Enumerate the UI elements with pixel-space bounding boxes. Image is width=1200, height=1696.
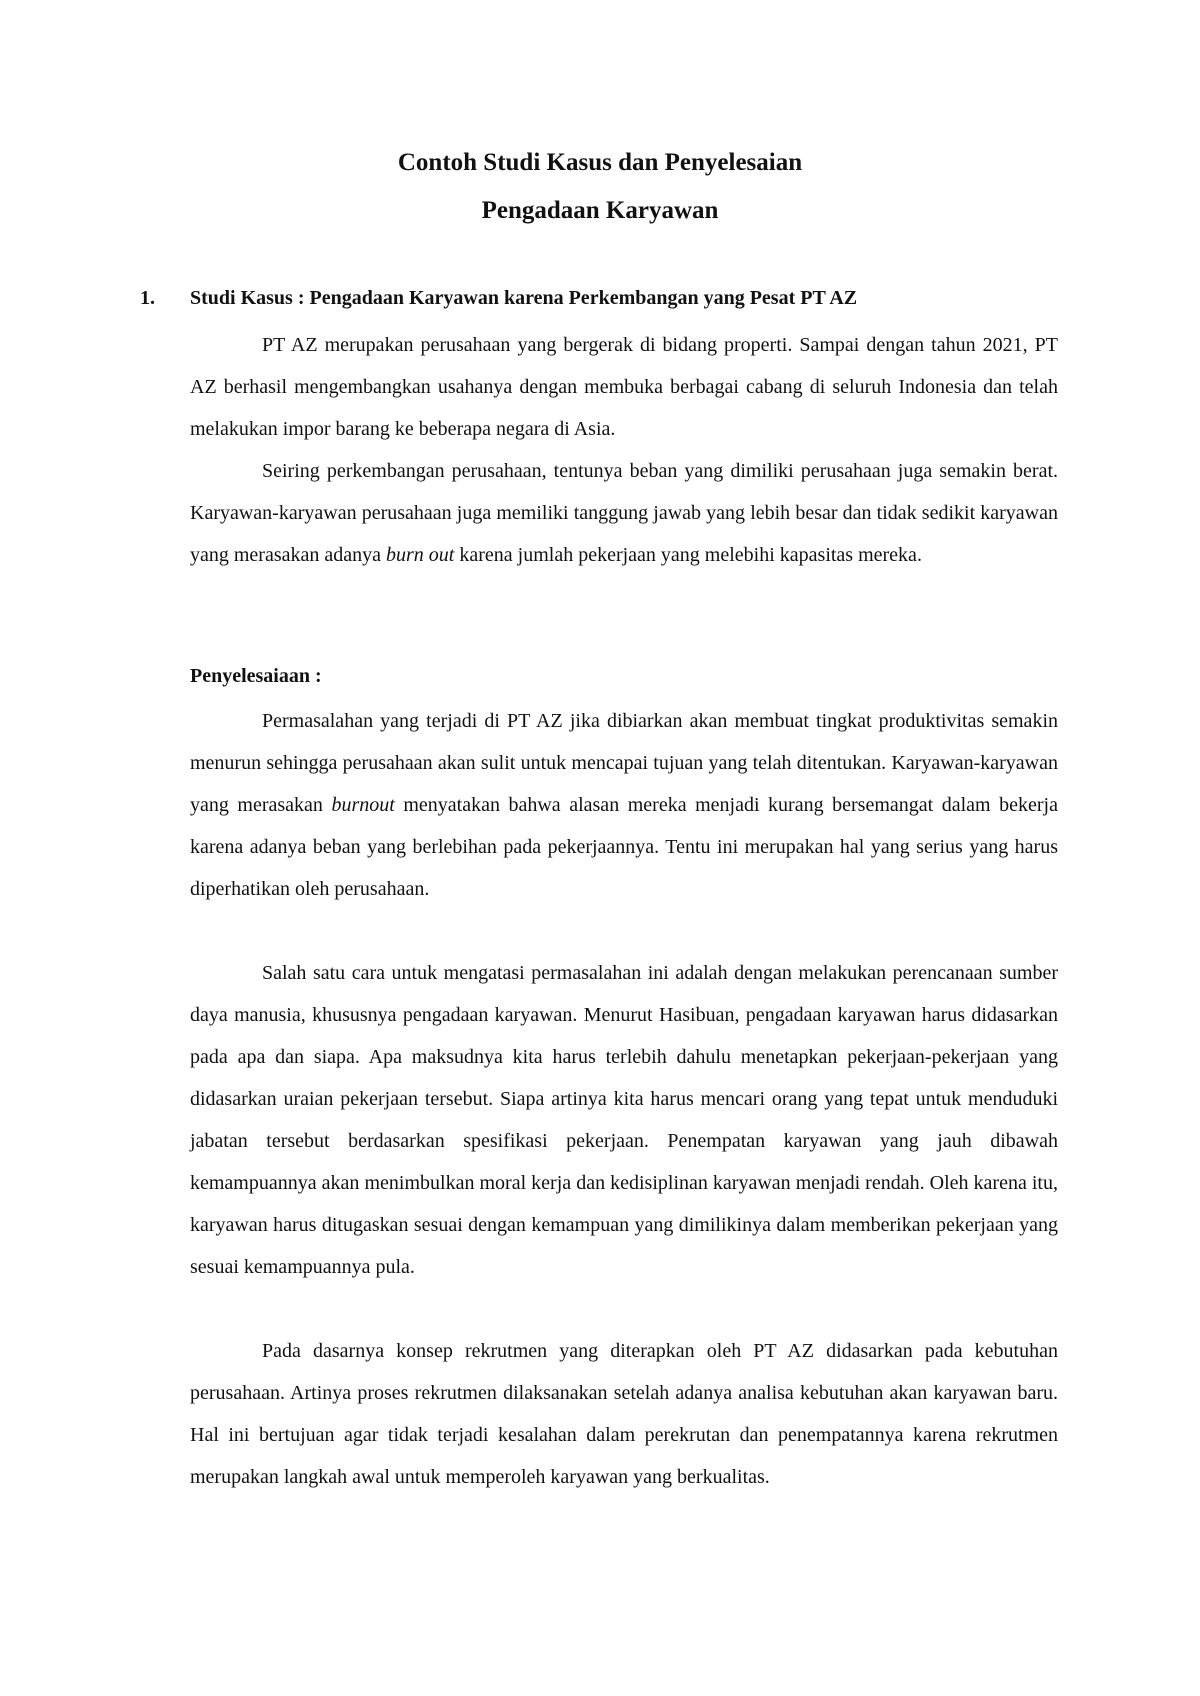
- document-subtitle: Pengadaan Karyawan: [481, 197, 719, 224]
- case-paragraph-2: [190, 450, 1058, 576]
- section-1-heading: [140, 286, 857, 310]
- solution-paragraph-1-italic-term: burnout: [331, 794, 395, 816]
- solution-heading: Penyelesaiaan :: [190, 665, 322, 687]
- case-paragraph-2-text-b: karena jumlah pekerjaan yang melebihi kapasitas mereka.: [454, 544, 922, 566]
- case-paragraph-1: PT AZ merupakan perusahaan yang bergerak di bidang properti. Sampai dengan tahun 2021, PT AZ berhasil mengembangkan usahanya dengan membuka berbagai cabang di seluruh Indonesia dan telah melakukan impor barang ke beberapa negara di Asia.: [190, 334, 1058, 440]
- solution-paragraph-1-text-a: Permasalahan yang terjadi di PT AZ jika dibiarkan akan membuat tingkat produktivitas semakin menurun sehingga perusahaan akan sulit untuk mencapai tujuan yang telah ditentukan. Karyawan-karyawan yang merasakan: [190, 710, 1058, 816]
- solution-paragraph-2: Salah satu cara untuk mengatasi permasalahan ini adalah dengan melakukan perencanaan sumber daya manusia, khususnya pengadaan karyawan. Menurut Hasibuan, pengadaan karyawan harus didasarkan pada apa dan siapa. Apa maksudnya kita harus terlebih dahulu menetapkan pekerjaan-pekerjaan yang didasarkan uraian pekerjaan tersebut. Siapa artinya kita harus mencari orang yang tepat untuk menduduki jabatan tersebut berdasarkan spesifikasi pekerjaan. Penempatan karyawan yang jauh dibawah kemampuannya akan menimbulkan moral kerja dan kedisiplinan karyawan menjadi rendah. Oleh karena itu, karyawan harus ditugaskan sesuai dengan kemampuan yang dimilikinya dalam memberikan pekerjaan yang sesuai kemampuannya pula.: [190, 962, 1058, 1278]
- section-1-heading-text: Studi Kasus : Pengadaan Karyawan karena Perkembangan yang Pesat PT AZ: [190, 287, 858, 309]
- solution-paragraph-3: Pada dasarnya konsep rekrutmen yang diterapkan oleh PT AZ didasarkan pada kebutuhan perusahaan. Artinya proses rekrutmen dilaksanakan setelah adanya analisa kebutuhan akan karyawan baru. Hal ini bertujuan agar tidak terjadi kesalahan dalam perekrutan dan penempatannya karena rekrutmen merupakan langkah awal untuk memperoleh karyawan yang berkualitas.: [190, 1340, 1058, 1488]
- document-title: Contoh Studi Kasus dan Penyelesaian: [397, 149, 803, 176]
- case-paragraph-2-italic-term: burn out: [386, 544, 455, 566]
- solution-paragraph-1-text-b: menyatakan bahwa alasan mereka menjadi kurang bersemangat dalam bekerja karena adanya beban yang berlebihan pada pekerjaannya. Tentu ini merupakan hal yang serius yang harus diperhatikan oleh perusahaan.: [190, 794, 1058, 900]
- case-paragraph-2-text-a: Seiring perkembangan perusahaan, tentunya beban yang dimiliki perusahaan juga semakin berat. Karyawan-karyawan perusahaan juga memiliki tanggung jawab yang lebih besar dan tidak sedikit karyawan yang merasakan adanya: [190, 460, 1058, 566]
- section-1-number: 1.: [140, 287, 155, 309]
- solution-paragraph-1: [190, 700, 1058, 910]
